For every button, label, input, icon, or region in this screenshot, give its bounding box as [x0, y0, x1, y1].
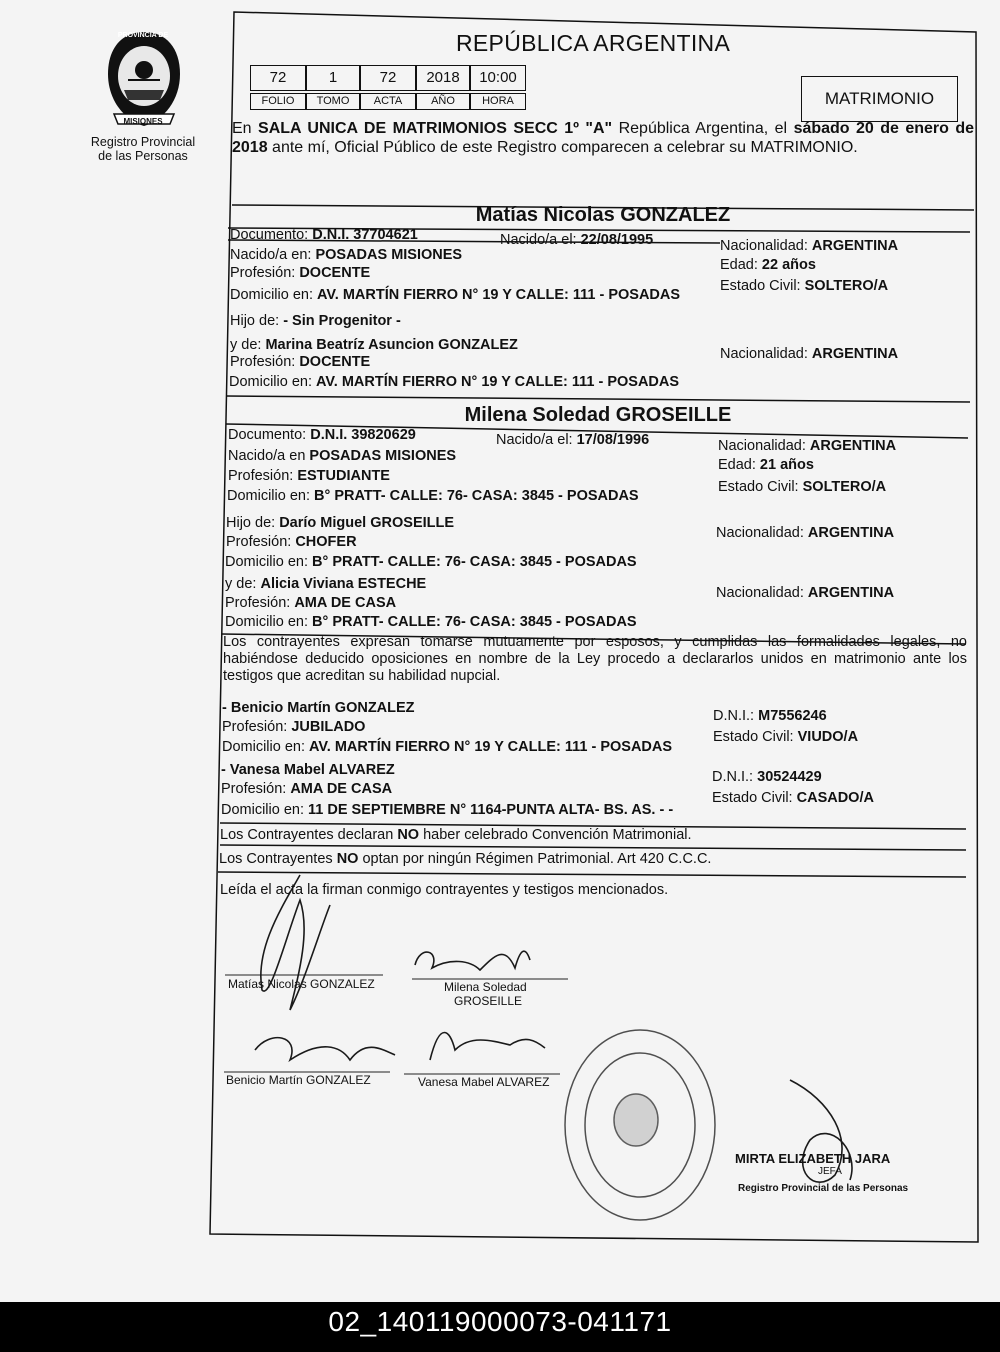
value: POSADAS MISIONES [315, 247, 463, 263]
value: - Sin Progenitor - [283, 313, 401, 329]
signature-contrayente2-line2: GROSEILLE [454, 994, 523, 1008]
regimen-line [219, 851, 711, 867]
c2-padre-nacionalidad [716, 525, 894, 541]
label: Nacionalidad: [718, 438, 810, 454]
c1-estado-civil [720, 278, 888, 294]
value: ARGENTINA [807, 525, 895, 541]
label: Domicilio en: [222, 739, 310, 755]
c2-padre [226, 515, 454, 531]
c1-madre-profesion [230, 354, 370, 370]
testigo2-dni [712, 769, 822, 785]
testigo2-estado-civil [712, 790, 874, 806]
hora-label: HORA [470, 93, 526, 110]
label: Domicilio en: [230, 287, 318, 303]
text: Los Contrayentes [219, 851, 337, 867]
label: Nacido/a el: [496, 432, 577, 448]
c2-madre-profesion [225, 595, 396, 611]
anio-value: 2018 [416, 65, 470, 91]
testigo1-domicilio [222, 739, 672, 755]
c2-madre-domicilio [225, 614, 637, 630]
value: ARGENTINA [811, 346, 899, 362]
label: D.N.I.: [713, 708, 759, 724]
value: AV. MARTÍN FIERRO N° 19 Y CALLE: 111 - POSADAS [309, 739, 673, 755]
convencion-line [220, 827, 692, 843]
official-office: Registro Provincial de las Personas [738, 1183, 909, 1194]
logo-bottom-text: MISIONES [123, 117, 163, 126]
intro-p3: ante mí, Oficial Público de este Registro comparecen a celebrar su MATRIMONIO. [267, 139, 858, 156]
label: Domicilio en: [225, 554, 313, 570]
label: Domicilio en: [221, 802, 309, 818]
label: Profesión: [222, 719, 292, 735]
c1-edad [720, 257, 816, 273]
lectura-line: Leída el acta la firman conmigo contrayentes y testigos mencionados. [220, 882, 669, 898]
value: 22 años [761, 257, 816, 273]
c2-madre [225, 576, 426, 592]
value: JUBILADO [291, 719, 366, 735]
c2-nacionalidad [718, 438, 896, 454]
value: Darío Miguel GROSEILLE [279, 515, 455, 531]
acta-value: 72 [360, 65, 416, 91]
label: D.N.I.: [712, 769, 758, 785]
label: Hijo de: [230, 313, 284, 329]
label: Domicilio en: [229, 374, 317, 390]
act-type-box: MATRIMONIO [801, 76, 958, 122]
value: B° PRATT- CALLE: 76- CASA: 3845 - POSADAS [312, 614, 637, 630]
value: B° PRATT- CALLE: 76- CASA: 3845 - POSADAS [312, 554, 637, 570]
value: CHOFER [295, 534, 357, 550]
folio-label: FOLIO [250, 93, 306, 110]
official-name: MIRTA ELIZABETH JARA [735, 1151, 891, 1166]
intro-date: sábado 20 de enero de 2018 [232, 120, 975, 156]
value: DOCENTE [299, 265, 371, 281]
signature-testigo2: Vanesa Mabel ALVAREZ [418, 1075, 550, 1089]
testigo1-profesion [222, 719, 365, 735]
value: POSADAS MISIONES [309, 448, 457, 464]
value: AV. MARTÍN FIERRO N° 19 Y CALLE: 111 - POSADAS [317, 287, 681, 303]
intro-p2: República Argentina, el [612, 120, 794, 137]
label: Profesión: [226, 534, 296, 550]
label: Profesión: [228, 468, 298, 484]
province-logo [96, 28, 192, 128]
label: Profesión: [221, 781, 291, 797]
label: Hijo de: [226, 515, 280, 531]
c2-domicilio [227, 488, 639, 504]
value: D.N.I. 37704621 [312, 227, 418, 243]
c1-madre-domicilio [229, 374, 679, 390]
c1-profesion [230, 265, 370, 281]
label: Profesión: [230, 265, 300, 281]
value: Alicia Viviana ESTECHE [260, 576, 427, 592]
signature-contrayente2-line1: Milena Soledad [444, 980, 527, 994]
value: 30524429 [757, 769, 822, 785]
consent-paragraph: Los contrayentes expresan tomarse mutuamente por esposos, y cumplidas las formalidades legales, no habiéndose deducido oposiciones en nombre de la Ley procedo a declararlos unidos en matrimonio ante los testigos que acreditan su habilidad nupcial. [223, 634, 967, 684]
c1-madre [230, 337, 518, 353]
c1-domicilio [230, 287, 680, 303]
value: AMA DE CASA [294, 595, 397, 611]
testigo2-name: - Vanesa Mabel ALVAREZ [221, 762, 395, 778]
label: Estado Civil: [713, 729, 798, 745]
label: Documento: [230, 227, 313, 243]
value: CASADO/A [796, 790, 874, 806]
tomo-label: TOMO [306, 93, 360, 110]
value: VIUDO/A [797, 729, 859, 745]
value: 22/08/1995 [580, 232, 654, 248]
logo-top-text: PROVINCIA DE [117, 32, 169, 39]
value: M7556246 [758, 708, 827, 724]
label: Nacionalidad: [716, 585, 808, 601]
label: Documento: [228, 427, 311, 443]
text: Los Contrayentes declaran [220, 827, 398, 843]
c2-edad [718, 457, 814, 473]
text: optan por ningún Régimen Patrimonial. Art 420 C.C.C. [358, 851, 712, 867]
c1-madre-nacionalidad [720, 346, 898, 362]
value: AMA DE CASA [290, 781, 393, 797]
c2-madre-nacionalidad [716, 585, 894, 601]
intro-p1: En [232, 120, 259, 137]
label: Estado Civil: [718, 479, 803, 495]
c1-nacionalidad [720, 238, 898, 254]
label: Estado Civil: [712, 790, 797, 806]
official-title: JEFA [818, 1166, 842, 1177]
label: Profesión: [225, 595, 295, 611]
value: 17/08/1996 [576, 432, 650, 448]
c2-estado-civil [718, 479, 886, 495]
value: Marina Beatríz Asuncion GONZALEZ [265, 337, 518, 353]
label: Nacido/a en [228, 448, 310, 464]
value: SOLTERO/A [804, 278, 889, 294]
label: Edad: [718, 457, 760, 473]
misiones-seal-icon [104, 28, 184, 128]
label: Estado Civil: [720, 278, 805, 294]
label: Nacido/a el: [500, 232, 581, 248]
testigo1-name: - Benicio Martín GONZALEZ [222, 700, 415, 716]
c1-documento [230, 227, 418, 243]
hora-value: 10:00 [470, 65, 526, 91]
c1-nacido-en [230, 247, 462, 263]
text: haber celebrado Convención Matrimonial. [419, 827, 692, 843]
c2-profesion [228, 468, 390, 484]
label: Profesión: [230, 354, 300, 370]
label: Nacionalidad: [716, 525, 808, 541]
folio-value: 72 [250, 65, 306, 91]
value: 11 DE SEPTIEMBRE N° 1164-PUNTA ALTA- BS. AS. - - [308, 802, 674, 818]
c1-nacido-el [500, 232, 653, 248]
record-fields [250, 65, 528, 113]
negation: NO [397, 827, 420, 843]
testigo1-estado-civil [713, 729, 858, 745]
document-code: 02_140119000073-041171 [328, 1306, 672, 1337]
value: D.N.I. 39820629 [310, 427, 416, 443]
intro-office: SALA UNICA DE MATRIMONIOS SECC 1º "A" [258, 120, 613, 137]
value: DOCENTE [299, 354, 371, 370]
registry-caption [78, 135, 208, 163]
value: 21 años [759, 457, 814, 473]
label: Domicilio en: [225, 614, 313, 630]
label: Nacionalidad: [720, 346, 812, 362]
label: Nacionalidad: [720, 238, 812, 254]
value: ESTUDIANTE [297, 468, 390, 484]
label: y de: [230, 337, 266, 353]
value: ARGENTINA [811, 238, 899, 254]
label: y de: [225, 576, 261, 592]
signature-testigo1: Benicio Martín GONZALEZ [226, 1073, 371, 1087]
c2-nacido-en [228, 448, 456, 464]
label: Edad: [720, 257, 762, 273]
value: SOLTERO/A [802, 479, 887, 495]
value: ARGENTINA [807, 585, 895, 601]
label: Domicilio en: [227, 488, 315, 504]
anio-label: AÑO [416, 93, 470, 110]
contrayente2-name: Milena Soledad GROSEILLE [464, 404, 732, 426]
negation: NO [336, 851, 359, 867]
value: B° PRATT- CALLE: 76- CASA: 3845 - POSADAS [314, 488, 639, 504]
intro-paragraph [232, 119, 974, 157]
value: AV. MARTÍN FIERRO N° 19 Y CALLE: 111 - POSADAS [316, 374, 680, 390]
acta-label: ACTA [360, 93, 416, 110]
testigo2-profesion [221, 781, 392, 797]
c1-padre [230, 313, 401, 329]
testigo1-dni [713, 708, 827, 724]
document-title: REPÚBLICA ARGENTINA [456, 30, 731, 56]
c2-padre-domicilio [225, 554, 637, 570]
c2-nacido-el [496, 432, 649, 448]
value: ARGENTINA [809, 438, 897, 454]
contrayente1-name: Matías Nicolas GONZALEZ [475, 204, 731, 226]
registry-line1: Registro Provincial [90, 135, 196, 149]
label: Nacido/a en: [230, 247, 316, 263]
c2-documento [228, 427, 416, 443]
tomo-value: 1 [306, 65, 360, 91]
c2-padre-profesion [226, 534, 357, 550]
signature-contrayente1: Matías Nicolas GONZALEZ [228, 977, 375, 991]
testigo2-domicilio [221, 802, 673, 818]
registry-line2: de las Personas [98, 149, 188, 163]
